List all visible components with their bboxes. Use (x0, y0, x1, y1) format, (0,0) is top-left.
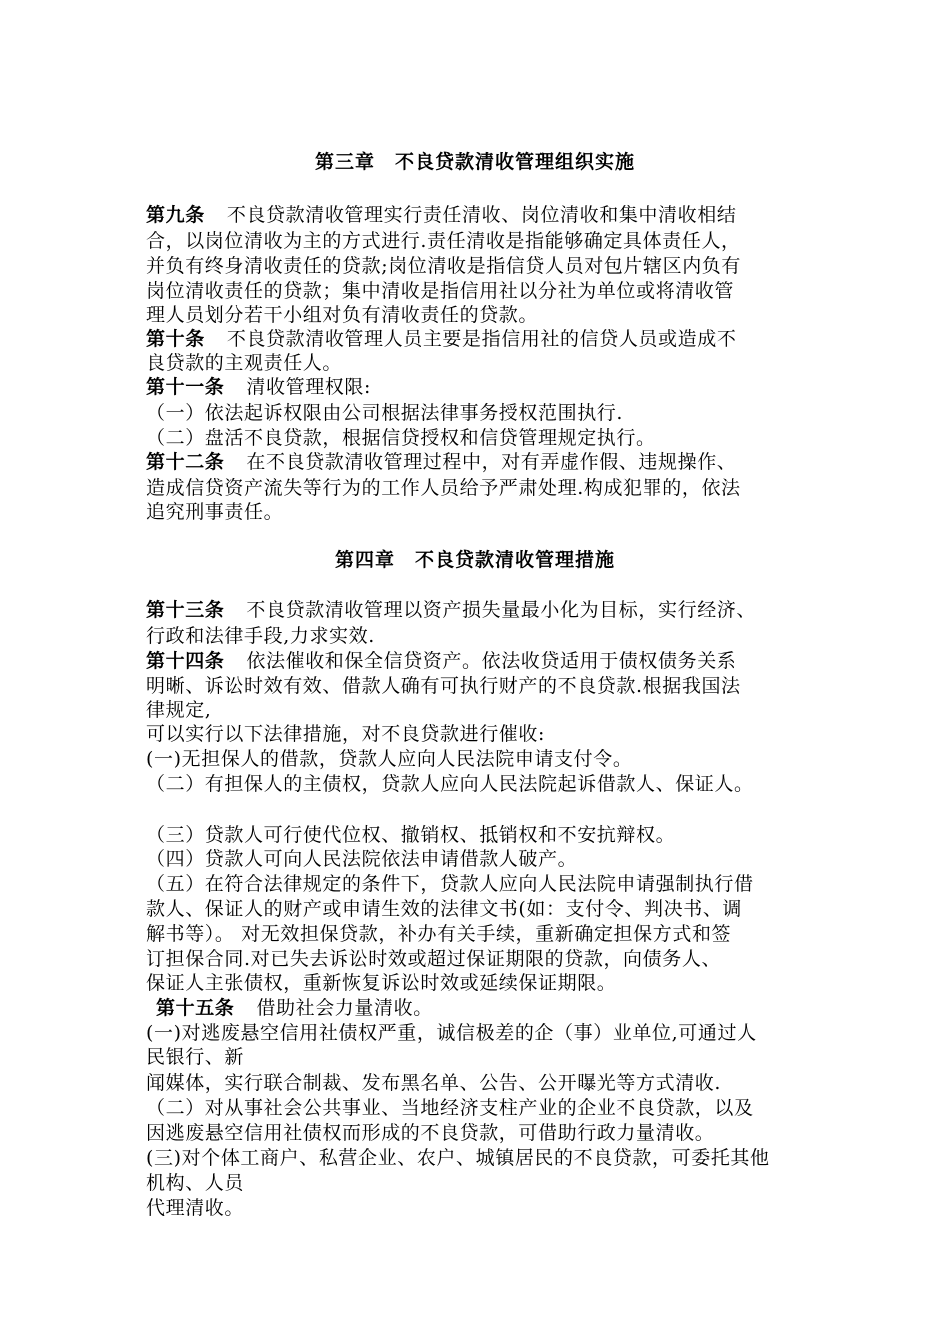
article-12-text: 在不良贷款清收管理过程中，对有弄虚作假、违规操作、 (246, 451, 737, 473)
article-14-text: 依法催收和保全信贷资产。依法收贷适用于债权债务关系 (246, 650, 737, 672)
article-15-item-3-line-2: 机构、人员 (146, 1172, 245, 1194)
article-10-line-2: 良贷款的主观责任人。 (146, 352, 343, 374)
article-14-line-2: 明晰、诉讼时效有效、借款人确有可执行财产的不良贷款.根据我国法 (146, 675, 741, 697)
article-10-label: 第十条 (146, 328, 205, 350)
article-15-label: 第十五条 (156, 997, 235, 1019)
article-11-text: 清收管理权限: (246, 376, 372, 398)
article-14-item-4: （四）贷款人可向人民法院依法申请借款人破产。 (146, 848, 578, 870)
article-14-item-5-line-2: 款人、保证人的财产或申请生效的法律文书(如：支付令、判决书、调 (146, 898, 743, 920)
article-13-line-2: 行政和法律手段,力求实效. (146, 625, 375, 647)
article-11-item-2: （二）盘活不良贷款，根据信贷授权和信贷管理规定执行。 (146, 427, 656, 449)
article-11-line-1 (146, 375, 371, 399)
article-14-item-3: （三）贷款人可行使代位权、撤销权、抵销权和不安抗辩权。 (146, 824, 676, 846)
article-10-line-1 (146, 327, 736, 351)
article-15-item-2-line-1: （二）对从事社会公共事业、当地经济支柱产业的企业不良贷款，以及 (146, 1097, 754, 1119)
article-15-item-1-line-1: (一)对逃废悬空信用社债权严重，诚信极差的企（事）业单位,可通过人 (146, 1022, 757, 1044)
article-11-item-1: （一）依法起诉权限由公司根据法律事务授权范围执行. (146, 402, 624, 424)
article-15-line-1 (156, 996, 433, 1020)
chapter-3-heading: 第三章 不良贷款清收管理组织实施 (314, 151, 635, 173)
article-13-text: 不良贷款清收管理以资产损失量最小化为目标，实行经济、 (246, 599, 757, 621)
article-12-line-1 (146, 450, 736, 474)
article-14-item-5-line-3: 解书等）。 对无效担保贷款，补办有关手续，重新确定担保方式和签 (146, 923, 732, 945)
article-14-line-1 (146, 649, 736, 673)
article-13-label: 第十三条 (146, 599, 225, 621)
article-15-item-2-line-2: 因逃废悬空信用社债权而形成的不良贷款，可借助行政力量清收。 (146, 1122, 715, 1144)
article-9-text: 不良贷款清收管理实行责任清收、岗位清收和集中清收相结 (226, 204, 737, 226)
article-13-line-1 (146, 598, 756, 622)
chapter-4-heading: 第四章 不良贷款清收管理措施 (334, 549, 615, 571)
article-14-item-5-line-4: 订担保合同.对已失去诉讼时效或超过保证期限的贷款，向债务人、 (146, 948, 722, 970)
article-9-line-1 (146, 203, 736, 227)
article-14-label: 第十四条 (146, 650, 225, 672)
article-15-item-3-line-3: 代理清收。 (146, 1197, 245, 1219)
article-9-line-2: 合，以岗位清收为主的方式进行.责任清收是指能够确定具体责任人， (146, 230, 741, 252)
article-12-line-3: 追究刑事责任。 (146, 501, 284, 523)
article-9-line-3: 并负有终身清收责任的贷款;岗位清收是指信贷人员对包片辖区内负有 (146, 255, 742, 277)
article-9-line-5: 理人员划分若干小组对负有清收责任的贷款。 (146, 304, 539, 326)
article-15-text: 借助社会力量清收。 (256, 997, 433, 1019)
article-14-line-4: 可以实行以下法律措施，对不良贷款进行催收: (146, 723, 546, 745)
article-14-item-5-line-5: 保证人主张债权，重新恢复诉讼时效或延续保证期限。 (146, 972, 617, 994)
article-14-item-2: （二）有担保人的主债权，贷款人应向人民法院起诉借款人、保证人。 (146, 773, 754, 795)
article-10-text: 不良贷款清收管理人员主要是指信用社的信贷人员或造成不 (226, 328, 737, 350)
article-12-label: 第十二条 (146, 451, 225, 473)
article-14-line-3: 律规定, (146, 699, 212, 721)
article-14-item-1: (一)无担保人的借款，贷款人应向人民法院申请支付令。 (146, 748, 633, 770)
article-9-label: 第九条 (146, 204, 205, 226)
article-14-item-5-line-1: （五）在符合法律规定的条件下，贷款人应向人民法院申请强制执行借 (146, 873, 754, 895)
article-15-item-3-line-1: (三)对个体工商户、私营企业、农户、城镇居民的不良贷款，可委托其他 (146, 1147, 770, 1169)
article-12-line-2: 造成信贷资产流失等行为的工作人员给予严肃处理.构成犯罪的，依法 (146, 477, 741, 499)
article-15-item-1-line-2: 民银行、新 (146, 1046, 245, 1068)
article-11-label: 第十一条 (146, 376, 225, 398)
article-9-line-4: 岗位清收责任的贷款；集中清收是指信用社以分社为单位或将清收管 (146, 280, 735, 302)
article-15-item-1-line-3: 闻媒体，实行联合制裁、发布黑名单、公告、公开曝光等方式清收. (146, 1072, 722, 1094)
